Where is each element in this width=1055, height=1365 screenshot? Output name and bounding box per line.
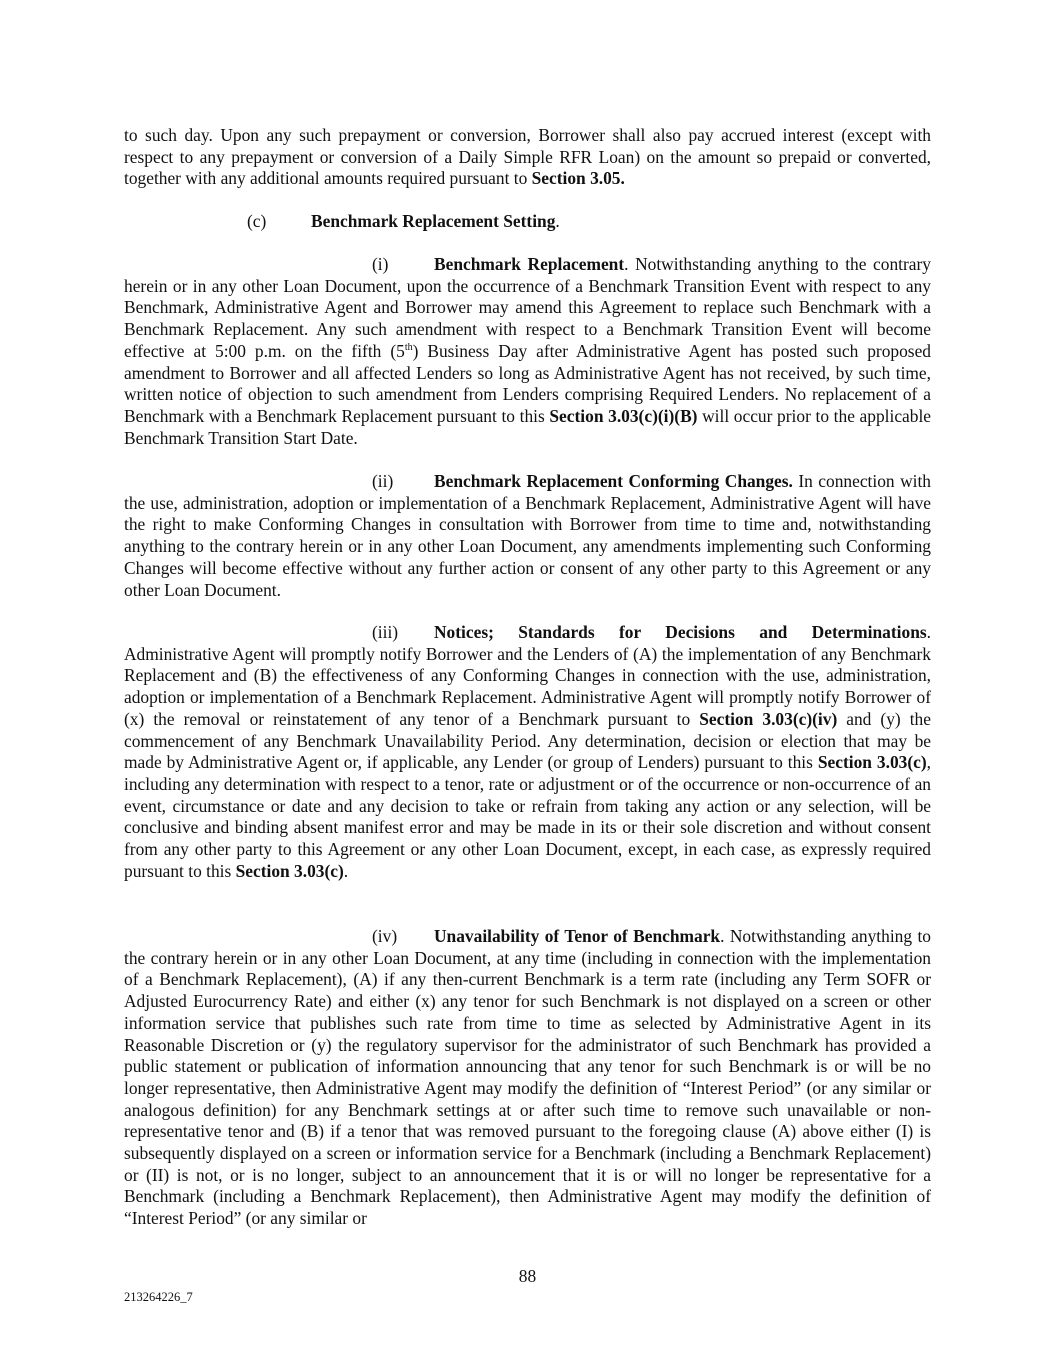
clause-title: Benchmark Replacement: [434, 254, 625, 274]
clause-title: Benchmark Replacement Conforming Changes.: [434, 471, 793, 491]
clause-iii-paragraph: [124, 622, 931, 882]
ordinal-superscript: th: [404, 342, 413, 354]
clause-text: ) Business Day after Administrative Agent has posted such proposed amendment to Borrower and all affected Lenders so long as Administrative Agent has not received, by such time, written notice of objection to such amendment from Lenders comprising Required Lenders. No replacement of a Benchmark with a Benchmark Replacement pursuant to this: [124, 340, 931, 426]
heading-punctuation: .: [555, 211, 560, 231]
clause-text: In connection with the use, administration, adoption or implementation of a Benchmark Replacement, Administrative Agent will have the right to make Conforming Changes in consultation with Borrower from time to time and, notwithstanding anything to the contrary herein or in any other Loan Document, any amendments implementing such Conforming Changes will become effective without any further action or consent of any other party to this Agreement or any other Loan Document.: [124, 471, 931, 600]
clause-number: (iii): [372, 622, 399, 642]
clause-text: . Notwithstanding anything to the contrary herein or in any other Loan Document, upon the occurrence of a Benchmark Transition Event with respect to any Benchmark, Administrative Agent and Borrower may amend this Agreement to replace such Benchmark with a Benchmark Replacement. Any such amendment with respect to a Benchmark Transition Event will become effective at 5:00 p.m. on the fifth (5: [124, 254, 931, 361]
section-reference: Section 3.03(c): [817, 752, 927, 773]
clause-title: Notices; Standards for Decisions and Determinations: [434, 622, 927, 642]
clause-text: , including any determination with respect to a tenor, rate or adjustment or of the occurrence or non-occurrence of an event, circumstance or date and any decision to take or refrain from taking any action or any selection, will be conclusive and binding absent manifest error and may be made in its or their sole discretion and without consent from any other party to this Agreement or any other Loan Document, except, in each case, as expressly required pursuant to this: [124, 752, 931, 881]
subsection-number: (c): [247, 211, 267, 231]
section-reference: Section 3.05.: [531, 168, 625, 189]
clause-text: and (y) the commencement of any Benchmark Unavailability Period. Any determination, decision or election that may be made by Administrative Agent or, if applicable, any Lender (or group of Lenders) pursuant to this: [124, 708, 931, 773]
section-reference: Section 3.03(c)(i)(B): [549, 405, 698, 426]
clause-text: .: [343, 860, 349, 881]
clause-number: (ii): [372, 471, 394, 491]
clause-text: . Administrative Agent will promptly notify Borrower and the Lenders of (A) the implementation of any Benchmark Replacement and (B) the effectiveness of any Conforming Changes in connection with the use, administration, adoption or implementation of a Benchmark Replacement. Administrative Agent will promptly notify Borrower of (x) the removal or reinstatement of any tenor of a Benchmark pursuant to: [124, 622, 931, 729]
document-id: 213264226_7: [124, 1290, 193, 1304]
subsection-c-heading: [247, 211, 560, 233]
clause-text: . Notwithstanding anything to the contrary herein or in any other Loan Document, at any time (including in connection with the implementation of a Benchmark Replacement), (A) if any then-current Benchmark is a term rate (including any Term SOFR or Adjusted Eurocurrency Rate) and either (x) any tenor for such Benchmark is not displayed on a screen or other information service that publishes such rate from time to time as selected by Administrative Agent in its Reasonable Discretion or (y) the regulatory supervisor for the administrator of such Benchmark has provided a public statement or publication of information announcing that any tenor for such Benchmark is or will be no longer representative, then Administrative Agent may modify the definition of “Interest Period” (or any similar or analogous definition) for any Benchmark settings at or after such time to remove such unavailable or non-representative tenor and (B) if a tenor that was removed pursuant to the foregoing clause (A) above either (I) is subsequently displayed on a screen or information service for a Benchmark (including a Benchmark Replacement) or (II) is not, or is no longer, subject to an announcement that it is or will no longer be representative for a Benchmark (including a Benchmark Replacement), then Administrative Agent may modify the definition of “Interest Period” (or any similar or: [124, 926, 931, 1229]
clause-text: will occur prior to the applicable Benchmark Transition Start Date.: [124, 405, 932, 448]
paragraph-text: to such day. Upon any such prepayment or conversion, Borrower shall also pay accrued interest (except with respect to any prepayment or conversion of a Daily Simple RFR Loan) on the amount so prepaid or converted, together with any additional amounts required pursuant to: [124, 125, 931, 189]
clause-number: (iv): [372, 926, 398, 946]
clause-title: Unavailability of Tenor of Benchmark: [434, 926, 721, 946]
clause-i-paragraph: [124, 254, 931, 449]
section-reference: Section 3.03(c)(iv): [699, 708, 838, 729]
page-number: 88: [518, 1266, 537, 1286]
clause-ii-paragraph: [124, 471, 931, 601]
paragraph-continuation: [124, 125, 931, 190]
subsection-title: Benchmark Replacement Setting: [311, 211, 556, 231]
clause-iv-paragraph: [124, 926, 931, 1230]
section-reference: Section 3.03(c): [235, 860, 344, 881]
clause-number: (i): [372, 254, 389, 274]
